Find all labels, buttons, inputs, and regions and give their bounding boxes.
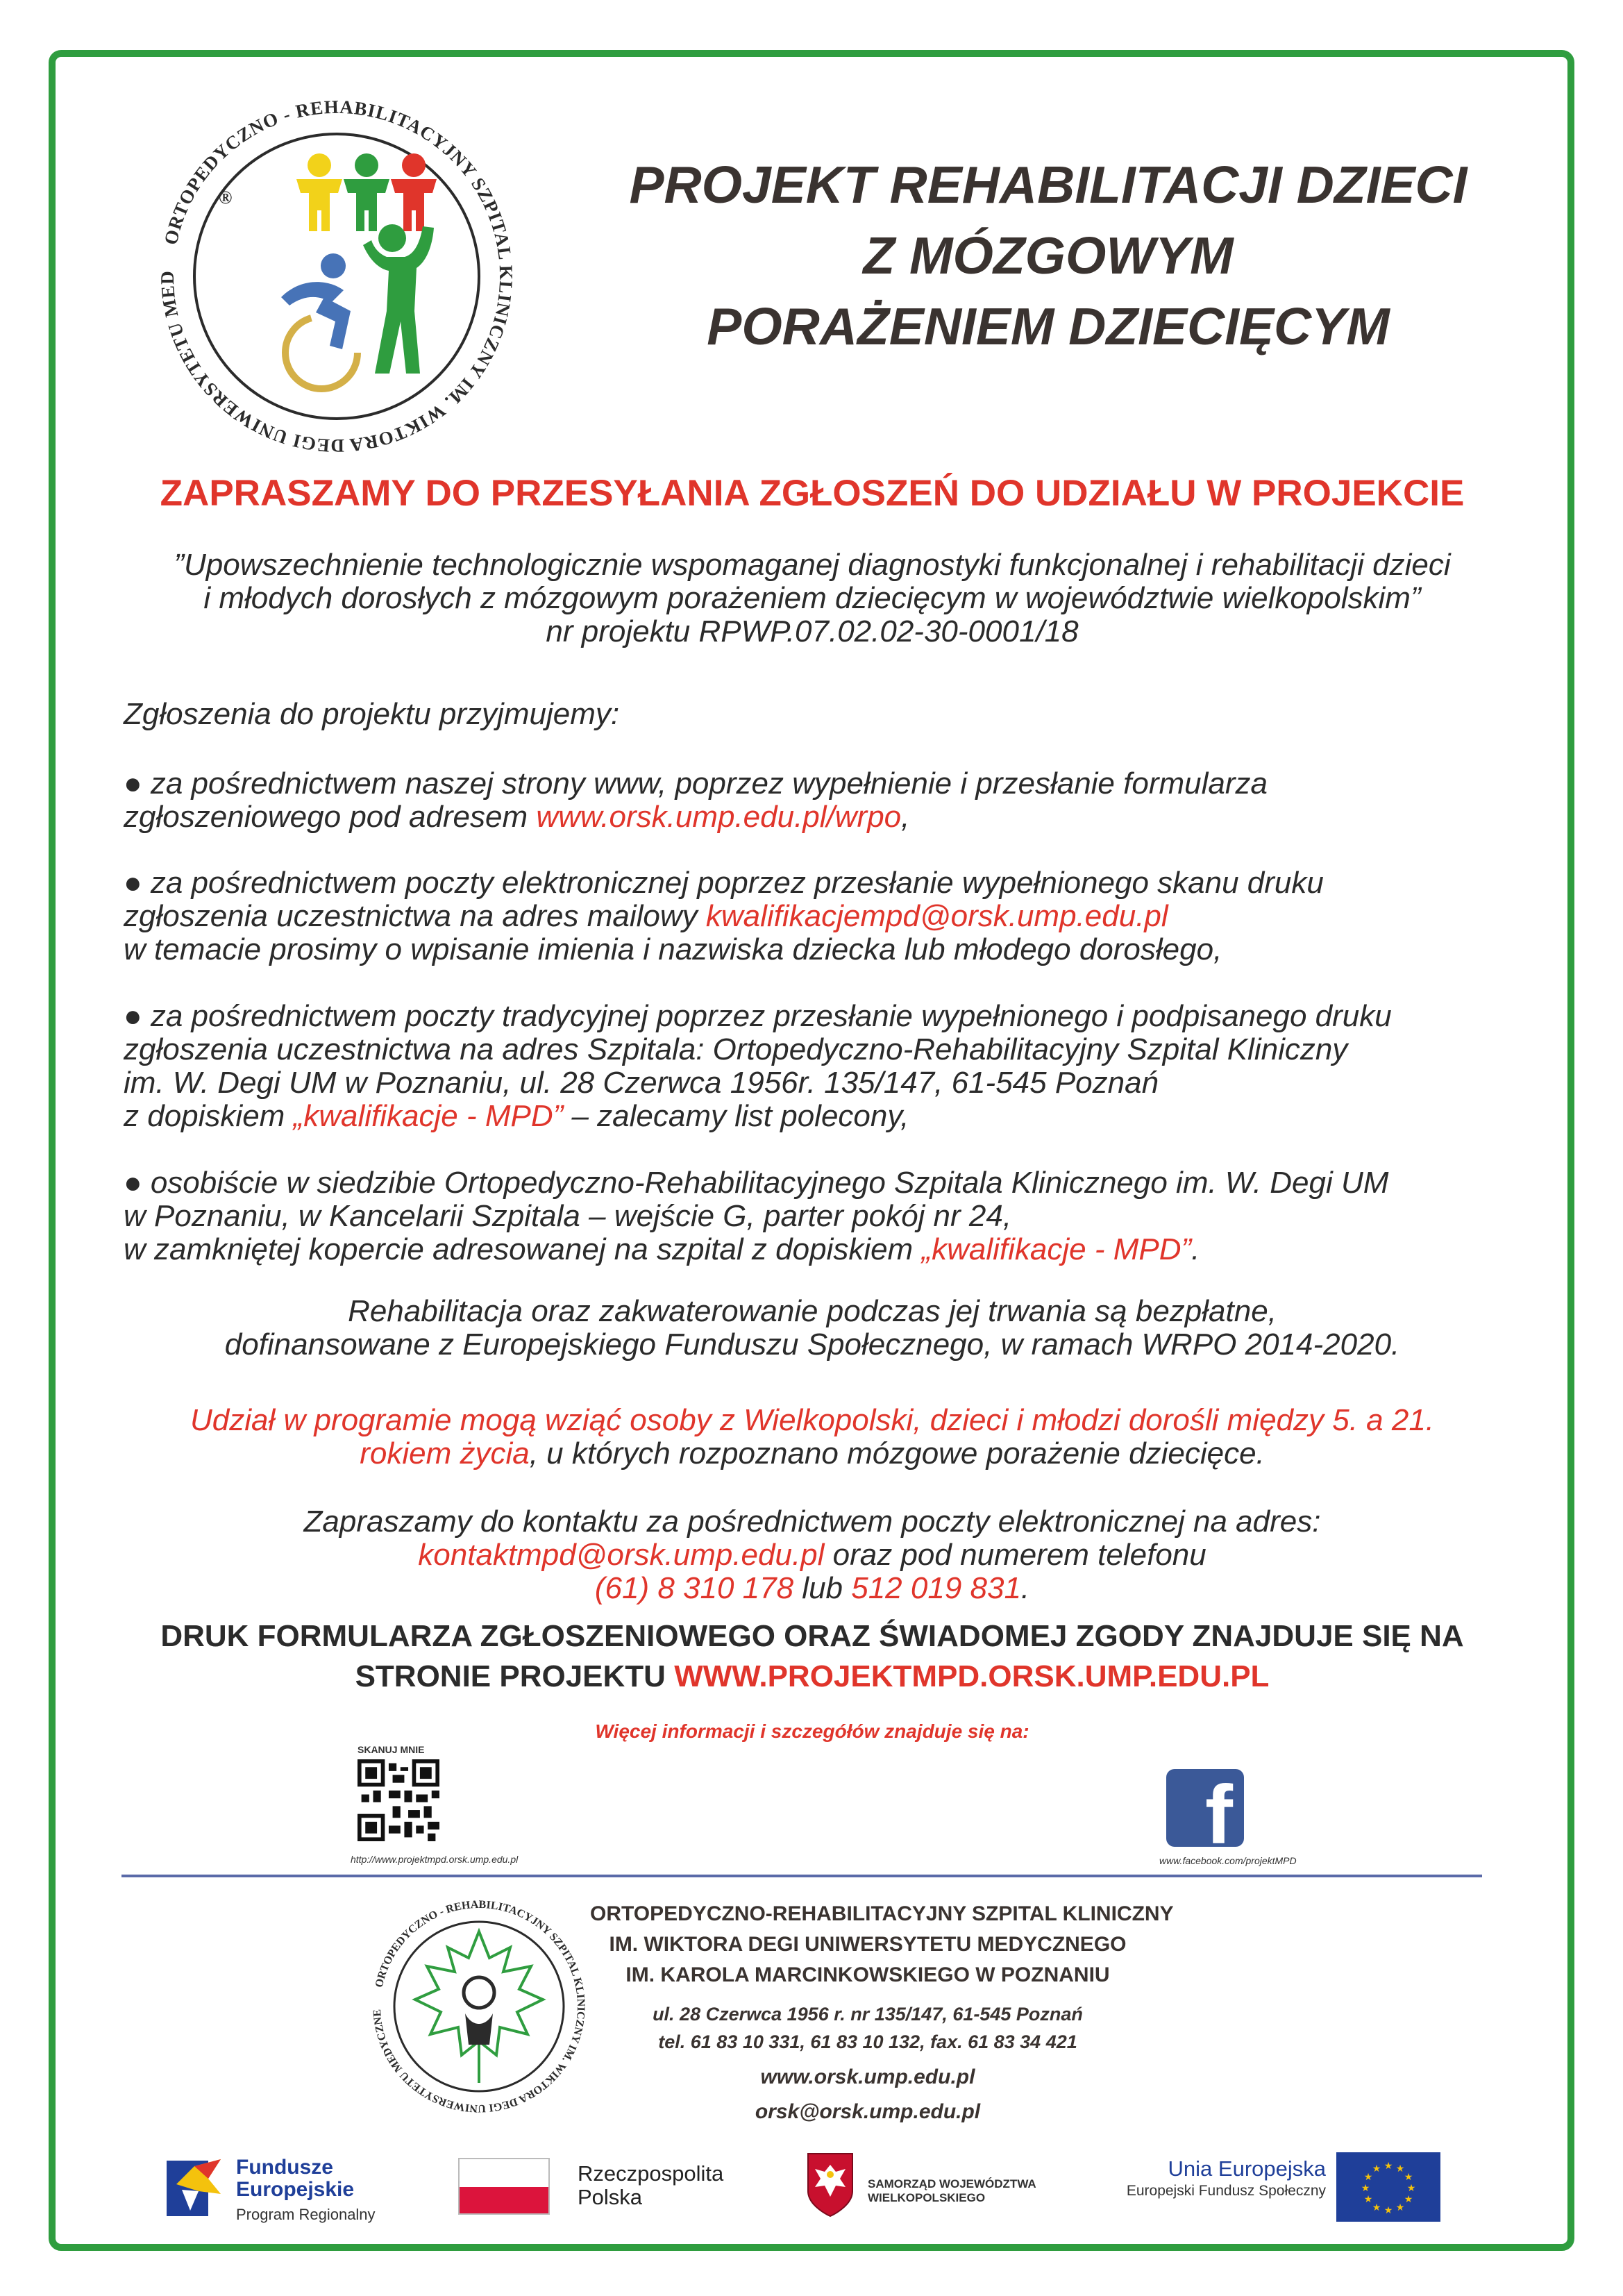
fe-star-icon: [167, 2151, 229, 2220]
bullet-icon: ●: [124, 766, 142, 801]
form-notice: [83, 1616, 1541, 1697]
hospital-seal-logo: [142, 82, 531, 471]
fundusze-europejskie-logo: [167, 2151, 430, 2227]
hospital-website-link[interactable]: www.orsk.ump.edu.pl: [760, 2065, 975, 2088]
method-text: im. W. Degi UM w Poznaniu, ul. 28 Czerwca 1956r. 135/147, 61-545 Poznań: [124, 1066, 1159, 1100]
method-text: osobiście w siedzibie Ortopedyczno-Rehabilitacyjnego Szpitala Klinicznego im. W. Degi UM: [150, 1166, 1389, 1200]
envelope-annotation: „kwalifikacje - MPD”: [293, 1099, 564, 1133]
title-line: PROJEKT REHABILITACJI DZIECI: [629, 156, 1468, 214]
method-text: za pośrednictwem poczty tradycyjnej poprzez przesłanie wypełnionego i podpisanego druku: [150, 999, 1392, 1033]
project-title-line: i młodych dorosłych z mózgowym porażeniem dziecięcym w województwie wielkopolskim”: [203, 581, 1421, 615]
facebook-glyph: f: [1205, 1769, 1233, 1847]
title-line: Z MÓZGOWYM: [863, 226, 1234, 285]
eu-flag-icon: [1336, 2152, 1440, 2222]
samorzad-wojewodztwa-logo: [805, 2151, 1069, 2227]
method-text: zgłoszeniowego pod adresem: [124, 800, 537, 834]
svg-text:★: ★: [1406, 2183, 1416, 2194]
fe-title: Fundusze: [236, 2156, 333, 2179]
hospital-address: ul. 28 Czerwca 1956 r. nr 135/147, 61-545 Poznań: [653, 2004, 1083, 2025]
hospital-name-line: IM. KAROLA MARCINKOWSKIEGO W POZNANIU: [625, 1963, 1110, 1986]
children-figures-icon: [296, 153, 437, 231]
hospital-footer-seal: [361, 1888, 597, 2125]
contact-line: Zapraszamy do kontaktu za pośrednictwem poczty elektronicznej na adres:: [303, 1505, 1321, 1539]
method-text: ,: [901, 800, 910, 834]
project-number: nr projektu RPWP.07.02.02-30-0001/18: [546, 614, 1079, 648]
polish-flag-icon: [458, 2158, 550, 2215]
form-notice-line: STRONIE PROJEKTU: [355, 1659, 675, 1693]
footer-divider: [121, 1875, 1482, 1877]
contact-phone[interactable]: (61) 8 310 178: [594, 1571, 794, 1605]
more-info-label: Więcej informacji i szczegółów znajduje się na:: [595, 1720, 1029, 1742]
contact-mobile[interactable]: 512 019 831: [851, 1571, 1021, 1605]
rp-title: Rzeczpospolita: [578, 2161, 724, 2186]
bullet-icon: ●: [124, 1166, 142, 1200]
eu-title: Unia Europejska: [1168, 2156, 1326, 2181]
facebook-icon[interactable]: [1166, 1769, 1244, 1847]
svg-text:★: ★: [1372, 2163, 1381, 2175]
eagle-crest-icon: [805, 2151, 855, 2218]
method-text: za pośrednictwem naszej strony www, poprzez wypełnienie i przesłanie formularza: [150, 766, 1268, 801]
hospital-contact-info: [590, 1899, 1174, 2129]
submission-method-post: [124, 1000, 1392, 1133]
bullet-icon: ●: [124, 866, 142, 900]
form-notice-line: DRUK FORMULARZA ZGŁOSZENIOWEGO ORAZ ŚWIADOMEJ ZGODY ZNAJDUJE SIĘ NA: [160, 1619, 1464, 1653]
eligibility-line: , u których rozpoznano mózgowe porażenie dziecięce.: [529, 1436, 1265, 1470]
eligibility-line: Udział w programie mogą wziąć osoby z Wielkopolski, dzieci i młodzi dorośli między 5. a 21.: [190, 1403, 1435, 1437]
rzeczpospolita-polska-logo: [458, 2158, 764, 2220]
fe-title: Europejskie: [236, 2178, 355, 2201]
submission-method-in-person: [124, 1166, 1388, 1266]
facebook-block: [1159, 1769, 1368, 1866]
fe-subtitle: Program Regionalny: [236, 2206, 376, 2223]
wheelchair-figure-icon: [281, 253, 358, 389]
svg-text:★: ★: [1384, 2161, 1393, 2172]
funding-line: Rehabilitacja oraz zakwaterowanie podczas jej trwania są bezpłatne,: [348, 1294, 1277, 1328]
seal-text: ORTOPEDYCZNO - REHABILITACYJNY SZPITAL KLINICZNY IM. WIKTORA DEGI UNIWERSYTETU MED: [156, 96, 517, 457]
svg-text:★: ★: [1363, 2194, 1373, 2205]
submission-method-email: [124, 866, 1324, 966]
contact-line: .: [1020, 1571, 1030, 1605]
hospital-phones: tel. 61 83 10 331, 61 83 10 132, fax. 61 83 34 421: [658, 2031, 1077, 2052]
method-text: w temacie prosimy o wpisanie imienia i nazwiska dziecka lub młodego dorosłego,: [124, 932, 1222, 966]
hospital-name-line: ORTOPEDYCZNO-REHABILITACYJNY SZPITAL KLINICZNY: [590, 1902, 1174, 1925]
svg-text:★: ★: [1363, 2172, 1373, 2183]
svg-text:★: ★: [1404, 2194, 1413, 2205]
method-text: zgłoszenia uczestnictwa na adres mailowy: [124, 899, 706, 933]
project-title: [83, 548, 1541, 648]
facebook-url[interactable]: www.facebook.com/projektMPD: [1159, 1855, 1297, 1866]
method-text: zgłoszenia uczestnictwa na adres Szpitala: Ortopedyczno-Rehabilitacyjny Szpital Kliniczny: [124, 1032, 1348, 1066]
qr-url[interactable]: http://www.projektmpd.orsk.ump.edu.pl: [351, 1854, 519, 1865]
method-text: w zamkniętej kopercie adresowanej na szpital z dopiskiem: [124, 1232, 922, 1266]
unia-europejska-logo: [1104, 2152, 1451, 2229]
funding-line: dofinansowane z Europejskiego Funduszu Społecznego, w ramach WRPO 2014-2020.: [224, 1327, 1400, 1361]
sw-title: WIELKOPOLSKIEGO: [868, 2191, 986, 2204]
qr-block: [351, 1744, 587, 1865]
svg-text:★: ★: [1404, 2172, 1413, 2183]
svg-text:★: ★: [1361, 2183, 1370, 2194]
svg-text:★: ★: [1395, 2163, 1405, 2175]
figure-emblem-icon: [464, 1977, 494, 2045]
method-text: w Poznaniu, w Kancelarii Szpitala – wejście G, parter pokój nr 24,: [124, 1199, 1012, 1233]
eligibility-note: [83, 1404, 1541, 1470]
page-title: [541, 149, 1555, 362]
envelope-annotation: „kwalifikacje - MPD”: [921, 1232, 1192, 1266]
eligibility-age: rokiem życia: [360, 1436, 530, 1470]
project-website-link[interactable]: WWW.PROJEKTMPD.ORSK.UMP.EDU.PL: [674, 1659, 1270, 1693]
project-title-line: ”Upowszechnienie technologicznie wspomaganej diagnostyki funkcjonalnej i rehabilitacji dzieci: [174, 548, 1451, 582]
funding-note: [83, 1295, 1541, 1361]
submission-method-web: [124, 767, 1268, 834]
method-text: – zalecamy list polecony,: [563, 1099, 909, 1133]
contact-line: lub: [793, 1571, 852, 1605]
svg-text:★: ★: [1384, 2205, 1393, 2216]
qr-label: SKANUJ MNIE: [358, 1744, 425, 1755]
rp-title: Polska: [578, 2185, 643, 2209]
form-link[interactable]: www.orsk.ump.edu.pl/wrpo: [536, 800, 902, 834]
invitation-heading: ZAPRASZAMY DO PRZESYŁANIA ZGŁOSZEŃ DO UDZIAŁU W PROJEKCIE: [160, 473, 1465, 514]
bullet-icon: ●: [124, 999, 142, 1033]
title-line: PORAŻENIEM DZIECIĘCYM: [707, 297, 1390, 355]
hospital-name-line: IM. WIKTORA DEGI UNIWERSYTETU MEDYCZNEGO: [609, 1933, 1127, 1956]
contact-email-link[interactable]: kontaktmpd@orsk.ump.edu.pl: [418, 1538, 825, 1572]
method-text: .: [1191, 1232, 1200, 1266]
method-text: z dopiskiem: [124, 1099, 294, 1133]
qr-code-icon[interactable]: [358, 1759, 439, 1841]
eu-subtitle: Europejski Fundusz Społeczny: [1126, 2183, 1326, 2199]
hospital-email-link[interactable]: orsk@orsk.ump.edu.pl: [755, 2100, 981, 2123]
contact-line: oraz pod numerem telefonu: [824, 1538, 1206, 1572]
method-text: za pośrednictwem poczty elektronicznej poprzez przesłanie wypełnionego skanu druku: [150, 866, 1324, 900]
submissions-intro: Zgłoszenia do projektu przyjmujemy:: [124, 697, 620, 731]
contact-section: [83, 1505, 1541, 1605]
svg-text:★: ★: [1372, 2202, 1381, 2213]
seal-text: ORTOPEDYCZNO - REHABILITACYJNY SZPITAL KLINICZNY IM. WIKTORA DEGI UNIWERSYTETU MEDYCZNE: [371, 1898, 587, 2115]
registered-mark: ®: [219, 187, 233, 208]
jumping-figure-icon: [363, 224, 434, 374]
svg-text:★: ★: [1395, 2202, 1405, 2213]
sw-title: SAMORZĄD WOJEWÓDZTWA: [868, 2177, 1036, 2190]
qualification-email-link[interactable]: kwalifikacjempd@orsk.ump.edu.pl: [705, 899, 1168, 933]
